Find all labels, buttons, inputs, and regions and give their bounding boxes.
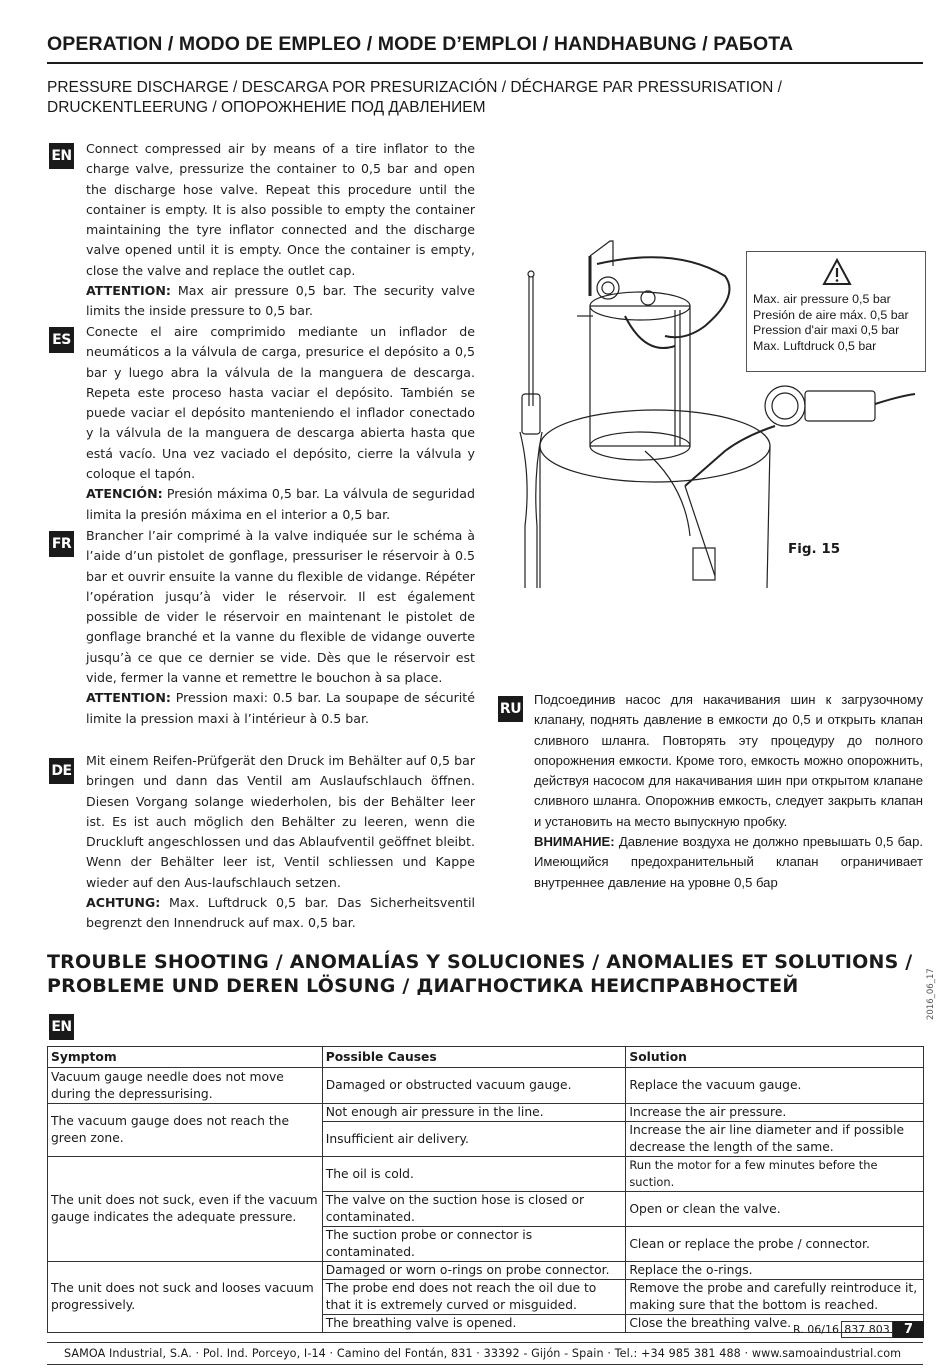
- inflator-gauge: [765, 386, 805, 426]
- table-header-row: [48, 1047, 924, 1068]
- language-badge-ru: RU: [498, 696, 523, 722]
- document-number: 837 803: [841, 1321, 893, 1338]
- troubleshooting-title-line-2: PROBLEME UND DEREN LÖSUNG / ДИАГНОСТИКА НЕИСПРАВНОСТЕЙ: [47, 975, 799, 997]
- warning-text-en: Max air pressure 0,5 bar. The security valve limits the inside pressure to 0,5 bar.: [86, 283, 475, 319]
- warning-label-ru: ВНИМАНИЕ:: [534, 834, 615, 850]
- warning-text-ru: Давление воздуха не должно превышать 0,5 бар. Имеющийся предохранительный клапан ограничивает внутреннее давление на уровне 0,5 бар: [534, 834, 923, 890]
- cause-cell: The probe end does not reach the oil due to that it is extremely curved or misguided.: [322, 1280, 626, 1315]
- troubleshooting-table: [47, 1046, 924, 1333]
- figure-caption: Fig. 15: [788, 541, 841, 557]
- language-badge-fr: FR: [49, 531, 74, 557]
- troubleshooting-title: [47, 950, 927, 998]
- symptom-cell: The vacuum gauge does not reach the green zone.: [48, 1104, 323, 1157]
- cause-cell: The suction probe or connector is contaminated.: [322, 1227, 626, 1262]
- solution-cell: Open or clean the valve.: [626, 1192, 924, 1227]
- table-row: [48, 1104, 924, 1122]
- cause-cell: Damaged or worn o-rings on probe connector.: [322, 1262, 626, 1280]
- warning-label-de: ACHTUNG:: [86, 895, 161, 911]
- warning-text-fr: Pression maxi: 0.5 bar. La soupape de sécurité limite la pression maxi à l’intérieur à 0.5 bar.: [86, 690, 475, 726]
- warning-line-fr: Pression d'air maxi 0,5 bar: [753, 323, 900, 337]
- instructions-en-text: Connect compressed air by means of a tire inflator to the charge valve, pressurize the container to 0,5 bar and open the discharge hose valve. Repeat this procedure until the container is empty. It is also possible to empty the container maintaining the tyre inflator connected and the discharge valve opened until it is empty. Once the container is empty, close the valve and replace the outlet cap.: [86, 141, 475, 278]
- warning-lines: [753, 292, 909, 354]
- footer-bottom-rule: [47, 1364, 923, 1365]
- solution-cell: Close the breathing valve.: [626, 1315, 924, 1333]
- warning-text-de: Max. Luftdruck 0,5 bar. Das Sicherheitsventil begrenzt den Innendruck auf max. 0,5 bar.: [86, 895, 475, 931]
- cause-cell: Not enough air pressure in the line.: [322, 1104, 626, 1122]
- header-symptom: Symptom: [48, 1047, 323, 1068]
- language-badge-es: ES: [49, 327, 74, 353]
- warning-label-en: ATTENTION:: [86, 283, 171, 299]
- subtitle-line-2: DRUCKENTLEERUNG / ОПОРОЖНЕНИЕ ПОД ДАВЛЕНИЕМ: [47, 99, 486, 116]
- language-badge-en: EN: [49, 143, 74, 169]
- warning-line-en: Max. air pressure 0,5 bar: [753, 292, 891, 306]
- table-row: [48, 1157, 924, 1192]
- solution-cell: Clean or replace the probe / connector.: [626, 1227, 924, 1262]
- solution-cell: Run the motor for a few minutes before the suction.: [626, 1157, 924, 1192]
- troubleshooting-title-line-1: TROUBLE SHOOTING / ANOMALÍAS Y SOLUCIONES / ANOMALIES ET SOLUTIONS /: [47, 951, 913, 973]
- subtitle-line-1: PRESSURE DISCHARGE / DESCARGA POR PRESURIZACIÓN / DÉCHARGE PAR PRESSURISATION /: [47, 79, 782, 96]
- instructions-es: [86, 322, 475, 525]
- warning-label-es: ATENCIÓN:: [86, 486, 163, 502]
- solution-cell: Remove the probe and carefully reintroduce it, making sure that the bottom is reached.: [626, 1280, 924, 1315]
- table-row: [48, 1262, 924, 1280]
- symptom-cell: The unit does not suck, even if the vacuum gauge indicates the adequate pressure.: [48, 1157, 323, 1262]
- company-address: SAMOA Industrial, S.A. · Pol. Ind. Porceyo, I-14 · Camino del Fontán, 831 · 33392 - Gijón - Spain · Tel.: +34 985 381 488 · www.samoaindustrial.com: [64, 1347, 902, 1360]
- page-number: 7: [893, 1321, 924, 1338]
- instructions-fr: [86, 526, 475, 729]
- revision-label: R. 06/16: [793, 1323, 839, 1336]
- warning-line-es: Presión de aire máx. 0,5 bar: [753, 307, 909, 322]
- cause-cell: Insufficient air delivery.: [322, 1122, 626, 1157]
- solution-cell: Increase the air line diameter and if possible decrease the length of the same.: [626, 1122, 924, 1157]
- instructions-ru: [534, 690, 923, 893]
- cause-cell: The breathing valve is opened.: [322, 1315, 626, 1333]
- instructions-en: [86, 139, 475, 322]
- max-pressure-warning-box: [746, 251, 926, 372]
- header-solution: Solution: [626, 1047, 924, 1068]
- language-badge-de: DE: [49, 758, 74, 784]
- language-badge-table-en: EN: [49, 1014, 74, 1040]
- warning-icon: [822, 258, 852, 286]
- header-causes: Possible Causes: [322, 1047, 626, 1068]
- instructions-fr-text: Brancher l’air comprimé à la valve indiquée sur le schéma à l’aide d’un pistolet de gonflage, pressuriser le réservoir à 0.5 bar et ouvrir ensuite la vanne du flexible de vidange. Répéter l’opération jusqu’à vider le réservoir. Il est également possible de vider le réservoir en maintenant le pistolet de gonflage branché et la vanne du flexible de vidange ouverte jusqu’à ce que ce dernier se vide. Dès que le réservoir est vide, fermer la vanne et remettre le bouchon à sa place.: [86, 528, 475, 686]
- instructions-ru-text: Подсоединив насос для накачивания шин к загрузочному клапану, поднять давление в емкости до 0,5 и открыть клапан сливного шланга. Повторять эту процедуру до полного опорожнения емкости. Кроме того, емкость можно опорожнить, действуя насосом для накачивания шин при открытом клапане сливного шланга. Опорожнив емкость, следует закрыть клапан и установить на место выпускную пробку.: [534, 692, 923, 829]
- warning-label-fr: ATTENTION:: [86, 690, 171, 706]
- page-title: OPERATION / MODO DE EMPLEO / MODE D’EMPLOI / HANDHABUNG / РАБОТА: [47, 33, 794, 55]
- solution-cell: Replace the o-rings.: [626, 1262, 924, 1280]
- cause-cell: The valve on the suction hose is closed or contaminated.: [322, 1192, 626, 1227]
- solution-cell: Replace the vacuum gauge.: [626, 1068, 924, 1104]
- side-date-stamp: 2016_06_17: [926, 968, 936, 1020]
- table-row: [48, 1068, 924, 1104]
- footer-top-rule: [47, 1342, 923, 1343]
- instructions-de-text: Mit einem Reifen-Prüfgerät den Druck im Behälter auf 0,5 bar bringen und dann das Ventil am Auslaufschlauch öffnen. Diesen Vorgang solange wiederholen, bis der Behälter leer ist. Es ist auch möglich den Behälter zu leeren, wenn die Druckluft angeschlossen und das Ablaufventil geöffnet bleibt. Wenn der Behälter leer ist, Ventil schliessen und Kappe wieder auf den Aus-laufschlauch setzen.: [86, 753, 475, 890]
- solution-cell: Increase the air pressure.: [626, 1104, 924, 1122]
- title-divider: [47, 62, 923, 64]
- instructions-de: [86, 751, 475, 934]
- warning-line-de: Max. Luftdruck 0,5 bar: [753, 338, 877, 353]
- cause-cell: Damaged or obstructed vacuum gauge.: [322, 1068, 626, 1104]
- cause-cell: The oil is cold.: [322, 1157, 626, 1192]
- symptom-cell: The unit does not suck and looses vacuum progressively.: [48, 1262, 323, 1333]
- instructions-es-text: Conecte el aire comprimido mediante un inflador de neumáticos a la válvula de carga, presurice el depósito a 0,5 bar y luego abra la válvula de la manguera de descarga. Repeta este proceso hasta vaciar el depósito. También se puede vaciar el depósito manteniendo el inflador conectado y la válvula de la manguera de descarga abierta hasta que está vacío. Una vez vaciado el depósito, cierre la válvula y coloque el tapón.: [86, 324, 475, 482]
- symptom-cell: Vacuum gauge needle does not move during the depressurising.: [48, 1068, 323, 1104]
- section-subtitle: [47, 78, 907, 118]
- warning-text-es: Presión máxima 0,5 bar. La válvula de seguridad limita la presión máxima en el interior a 0,5 bar.: [86, 486, 475, 522]
